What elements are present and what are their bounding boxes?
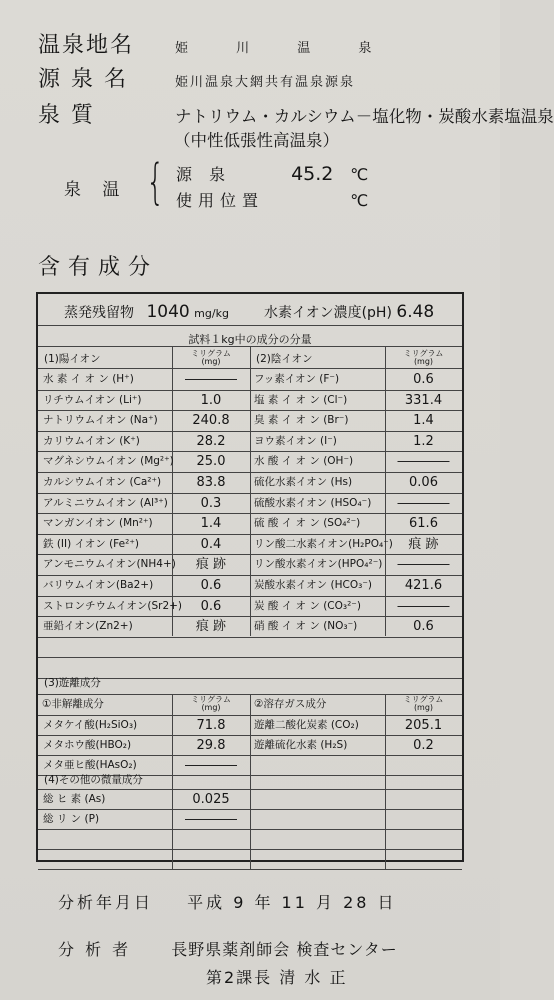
anion-name: リン酸水素イオン(HPO₄²⁻)	[254, 558, 383, 571]
grid-line	[38, 325, 462, 326]
unit-header: ミリグラム (mg)	[403, 349, 444, 367]
dissolved-gas-header: ②溶存ガス成分	[254, 698, 327, 710]
anion-value: 61.6	[409, 516, 438, 532]
anion-value: 痕 跡	[408, 536, 439, 552]
grid-line	[250, 789, 251, 869]
cation-name: ストロンチウムイオン(Sr2+)	[43, 599, 183, 612]
anion-value: 0.6	[413, 372, 434, 387]
grid-line	[38, 451, 462, 452]
cation-name: 水 素 イ オ ン (H⁺)	[43, 373, 134, 385]
section-title: 含有成分	[38, 255, 159, 280]
cation-header: (1)陽イオン	[44, 353, 101, 365]
gas-value: 205.1	[404, 718, 443, 733]
cation-name: ナトリウムイオン (Na⁺)	[43, 414, 158, 427]
analysis-date-row	[58, 890, 397, 913]
anion-header: (2)陰イオン	[256, 353, 313, 365]
temp-source-label: 源 泉	[176, 165, 232, 184]
grid-line	[38, 410, 462, 411]
grid-line	[38, 534, 462, 535]
grid-line	[38, 735, 462, 736]
anion-name: 塩 素 イ オ ン (Cl⁻)	[254, 393, 348, 406]
unit-header: ミリグラム (mg)	[403, 695, 444, 713]
cation-value: 痕 跡	[195, 619, 227, 635]
cation-value: 痕 跡	[195, 557, 227, 573]
ph-value: 6.48	[396, 302, 435, 322]
temp-source-value: 45.2	[291, 163, 334, 185]
components-table	[36, 292, 464, 862]
nondiss-value: 29.8	[196, 738, 226, 753]
grid-line	[172, 789, 173, 869]
analyst-row	[58, 937, 398, 960]
temp-source-row	[176, 162, 368, 185]
onsen-name-label: 温泉地名	[38, 33, 135, 58]
cation-value: 28.2	[196, 433, 226, 449]
evaporation-residue	[64, 302, 229, 322]
grid-line	[38, 513, 462, 514]
anion-name: フッ素イオン (F⁻)	[254, 373, 340, 385]
trace-name: 総 ヒ 素 (As)	[43, 793, 106, 805]
spring-quality-line1: ナトリウム・カルシウム－塩化物・炭酸水素塩温泉	[175, 107, 554, 126]
spring-quality-row	[38, 98, 554, 129]
grid-line	[38, 715, 462, 716]
gas-name: 遊離二酸化炭素 (CO₂)	[254, 719, 359, 731]
onsen-name: 姫 川 温 泉	[175, 41, 394, 56]
nondiss-value: 71.8	[196, 718, 226, 733]
cation-name: 鉄 (II) イオン (Fe²⁺)	[43, 537, 139, 550]
evap-label: 蒸発残留物	[64, 305, 134, 321]
source-name-label: 源 泉 名	[38, 67, 128, 92]
anion-value: 1.2	[413, 433, 434, 449]
nondiss-value: ――――	[185, 758, 237, 773]
evap-unit: mg/kg	[194, 307, 229, 320]
anion-name: 炭 酸 イ オ ン (CO₃²⁻)	[254, 599, 361, 612]
spring-temp-label: 泉 温	[64, 180, 128, 200]
anion-value: ――――	[397, 557, 450, 573]
anion-name: リン酸二水素イオン(H₂PO₄⁻)	[254, 537, 393, 550]
sample-title: 試料１kg中の成分の分量	[188, 333, 312, 346]
source-name-row	[38, 62, 355, 93]
cation-value: ――――	[185, 372, 237, 387]
brace-symbol: {	[146, 154, 165, 210]
anion-name: 臭 素 イ オ ン (Br⁻)	[254, 414, 349, 427]
cation-value: 0.4	[200, 536, 222, 552]
trace-name: 総 リ ン (P)	[43, 813, 100, 825]
cation-value: 1.4	[200, 516, 222, 532]
nondiss-name: メタホウ酸(HBO₂)	[43, 739, 132, 751]
anion-value: 331.4	[404, 392, 443, 408]
anion-value: 0.6	[413, 619, 434, 635]
grid-line	[38, 616, 462, 617]
analyst-person: 第2課長 清 水 正	[206, 968, 348, 987]
grid-line	[38, 431, 462, 432]
grid-line	[38, 637, 462, 638]
onsen-name-row	[38, 28, 393, 59]
cation-value: 1.0	[200, 392, 222, 408]
anion-name: 硫酸水素イオン (HSO₄⁻)	[254, 496, 372, 509]
cation-value: 25.0	[196, 454, 226, 470]
temp-use-label: 使用位置	[176, 191, 265, 210]
grid-line	[38, 869, 462, 870]
anion-value: ――――	[397, 598, 450, 614]
anion-value: ――――	[397, 454, 450, 470]
anion-name: 硝 酸 イ オ ン (NO₃⁻)	[254, 620, 358, 633]
temp-unit: ℃	[350, 165, 369, 184]
grid-line	[38, 596, 462, 597]
grid-line	[38, 472, 462, 473]
free-components-header: (3)遊離成分	[44, 677, 101, 689]
nondiss-name: メタケイ酸(H₂SiO₃)	[43, 719, 138, 731]
anion-value: ――――	[397, 495, 450, 511]
grid-line	[38, 493, 462, 494]
cation-name: バリウムイオン(Ba2+)	[43, 579, 154, 591]
analysis-date-value: 平成 9 年 11 月 28 日	[187, 893, 397, 912]
grid-line	[38, 657, 462, 658]
cation-value: 240.8	[192, 413, 230, 429]
spring-quality-line2: （中性低張性高温泉）	[174, 131, 339, 150]
cation-value: 83.8	[196, 475, 226, 490]
cation-name: アンモニウムイオン(NH4+)	[43, 558, 176, 571]
source-name: 姫川温泉大網共有温泉源泉	[175, 75, 356, 90]
unit-header: ミリグラム (mg)	[191, 695, 231, 713]
grid-line	[38, 678, 462, 679]
grid-line	[38, 368, 462, 369]
temp-unit: ℃	[350, 191, 369, 210]
cation-name: アルミニウムイオン (Al³⁺)	[43, 496, 168, 509]
anion-name: 水 酸 イ オ ン (OH⁻)	[254, 455, 354, 468]
grid-line	[38, 554, 462, 555]
anion-name: 硫化水素イオン (Hs)	[254, 476, 353, 488]
anion-name: 硫 酸 イ オ ン (SO₄²⁻)	[254, 517, 361, 530]
grid-line	[38, 755, 462, 756]
cation-name: カルシウムイオン (Ca²⁺)	[43, 476, 162, 488]
cation-name: カリウムイオン (K⁺)	[43, 434, 140, 447]
temp-use-row	[176, 188, 368, 211]
analysis-date-label: 分析年月日	[58, 893, 154, 912]
nondissociated-header: ①非解離成分	[42, 698, 104, 710]
anion-name: ヨウ素イオン (I⁻)	[254, 434, 337, 447]
gas-name: 遊離硫化水素 (H₂S)	[254, 739, 348, 751]
cation-name: リチウムイオン (Li⁺)	[43, 393, 142, 406]
ph-block	[264, 302, 434, 322]
cation-value: 0.6	[200, 578, 222, 593]
trace-header: (4)その他の微量成分	[44, 774, 143, 786]
cation-value: 0.3	[200, 495, 222, 511]
cation-name: マグネシウムイオン (Mg²⁺)	[43, 455, 174, 468]
analyst-org: 長野県薬剤師会 検査センター	[171, 940, 398, 959]
grid-line	[38, 575, 462, 576]
unit-header: ミリグラム (mg)	[191, 349, 231, 367]
trace-value: 0.025	[192, 792, 230, 807]
gas-value: 0.2	[413, 738, 434, 753]
anion-name: 炭酸水素イオン (HCO₃⁻)	[254, 579, 372, 591]
nondiss-name: メタ亜ヒ酸(HAsO₂)	[43, 759, 137, 771]
spring-quality-label: 泉 質	[38, 103, 95, 128]
cation-name: マンガンイオン (Mn²⁺)	[43, 517, 153, 530]
cation-name: 亜鉛イオン(Zn2+)	[43, 620, 133, 633]
grid-line	[385, 789, 386, 869]
analyst-label: 分 析 者	[58, 940, 132, 959]
ph-label: 水素イオン濃度(pH)	[264, 305, 392, 321]
anion-value: 1.4	[413, 413, 434, 429]
trace-value: ――――	[185, 812, 237, 827]
evap-value: 1040	[146, 302, 190, 322]
grid-line	[38, 390, 462, 391]
anion-value: 421.6	[404, 578, 443, 593]
cation-value: 0.6	[200, 598, 222, 614]
anion-value: 0.06	[409, 475, 438, 490]
